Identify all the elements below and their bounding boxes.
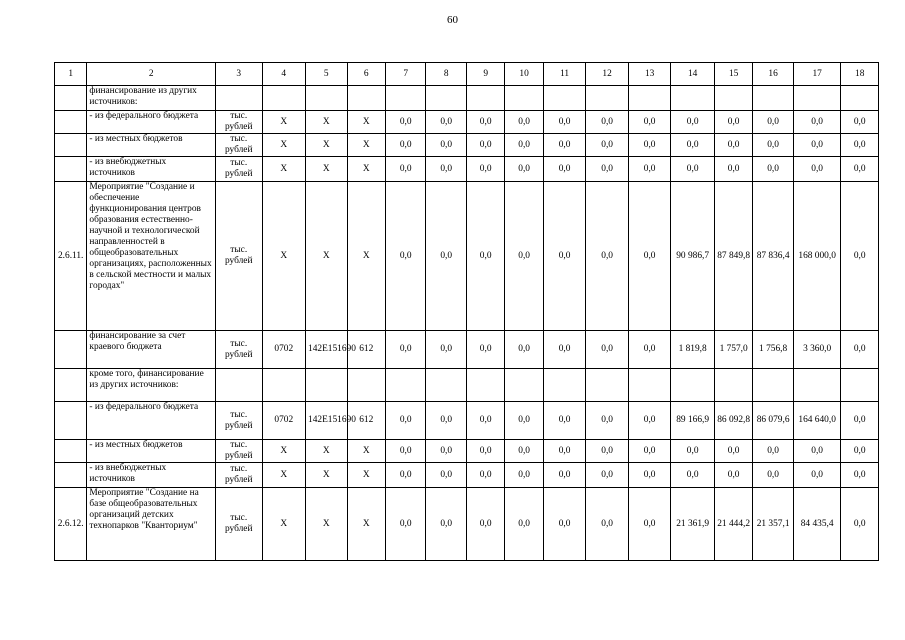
table-cell: 0,0 [841,440,879,463]
table-cell: 0,0 [466,440,504,463]
table-cell [505,369,543,402]
table-cell: Х [347,111,385,134]
table-cell: 0,0 [628,111,671,134]
column-header: 2 [87,63,216,86]
column-header: 8 [426,63,466,86]
table-cell: тыс. рублей [215,111,262,134]
table-cell: 86 092,8 [714,402,752,440]
table-cell: Х [306,111,348,134]
table-cell: тыс. рублей [215,463,262,488]
table-cell [55,369,87,402]
table-cell: 142Е151690 [306,402,348,440]
table-cell: 0,0 [505,134,543,157]
table-cell: 0,0 [586,111,629,134]
table-cell [215,369,262,402]
table-cell: тыс. рублей [215,488,262,561]
table-cell: Х [262,488,306,561]
table-cell: 0,0 [505,111,543,134]
table-cell [55,463,87,488]
table-cell: 0,0 [543,402,586,440]
table-cell: 0,0 [628,463,671,488]
table-cell [385,369,425,402]
page-number: 60 [447,14,458,26]
column-header: 13 [628,63,671,86]
table-cell: Х [347,134,385,157]
table-cell: 0,0 [426,331,466,369]
table-cell [426,369,466,402]
column-header: 5 [306,63,348,86]
table-cell: 0,0 [628,134,671,157]
table-cell: 0,0 [586,157,629,182]
table-cell: 612 [347,331,385,369]
table-cell: 1 756,8 [753,331,793,369]
table-body [55,86,879,561]
table-cell: 0,0 [753,157,793,182]
table-cell: Х [306,488,348,561]
table-cell: 0,0 [543,440,586,463]
table-cell: Х [347,440,385,463]
table-cell: 2.6.12. [55,488,87,561]
table-row [55,157,879,182]
table-cell: 0,0 [753,440,793,463]
table-cell: 0,0 [586,331,629,369]
row-description-cell: финансирование за счет краевого бюджета [87,331,216,369]
table-cell: 142Е151690 [306,331,348,369]
table-cell: 0,0 [586,134,629,157]
table-cell: 1 819,8 [671,331,715,369]
table-cell: 21 357,1 [753,488,793,561]
table-cell [586,369,629,402]
row-description-cell: - из внебюджетных источников [87,463,216,488]
table-cell: Х [347,157,385,182]
table-cell [841,369,879,402]
table-cell: 0,0 [385,157,425,182]
row-description-cell: - из федерального бюджета [87,111,216,134]
column-header: 7 [385,63,425,86]
table-cell: 0,0 [793,440,841,463]
table-cell: 0,0 [385,463,425,488]
table-row [55,86,879,111]
table-cell: 0,0 [671,157,715,182]
table-cell [55,111,87,134]
table-row [55,134,879,157]
table-cell [793,86,841,111]
table-cell: 89 166,9 [671,402,715,440]
table-cell: Х [347,463,385,488]
column-header: 9 [466,63,504,86]
row-description-cell: - из местных бюджетов [87,134,216,157]
table-cell: 0,0 [586,182,629,331]
table-row [55,402,879,440]
table-cell: 0,0 [793,134,841,157]
column-header: 15 [714,63,752,86]
table-cell [215,86,262,111]
table-cell [385,86,425,111]
table-cell: 0,0 [466,182,504,331]
budget-table [54,62,879,561]
table-cell: 0,0 [714,463,752,488]
table-cell: Х [306,182,348,331]
row-description-cell: - из внебюджетных источников [87,157,216,182]
table-cell: 90 986,7 [671,182,715,331]
table-cell [714,369,752,402]
table-cell [671,86,715,111]
table-row [55,331,879,369]
table-cell [586,86,629,111]
table-cell: 0,0 [543,111,586,134]
table-cell: 0,0 [385,182,425,331]
table-cell: 0,0 [505,488,543,561]
table-cell: 87 836,4 [753,182,793,331]
table-cell [466,86,504,111]
table-cell [753,369,793,402]
table-cell: 0,0 [841,182,879,331]
table-cell: 0,0 [543,331,586,369]
table-cell: Х [262,463,306,488]
column-header: 3 [215,63,262,86]
table-cell [55,134,87,157]
table-cell [262,86,306,111]
table-cell: 1 757,0 [714,331,752,369]
table-cell: 0,0 [426,111,466,134]
table-row [55,463,879,488]
table-cell [841,86,879,111]
table-cell: Х [347,182,385,331]
table-cell: 0,0 [385,331,425,369]
table-cell: 21 361,9 [671,488,715,561]
row-description-cell: финансирование из других источников: [87,86,216,111]
table-cell: 0,0 [628,157,671,182]
table-cell [55,157,87,182]
row-description-cell: Мероприятие "Создание и обеспечение функционирования центров образования естественно-научной и технологической направленностей в общеобразовательных организациях, расположенных в сельской местности и малых городах" [87,182,216,331]
table-cell: 0,0 [841,402,879,440]
table-cell: 612 [347,402,385,440]
row-description-cell: - из федерального бюджета [87,402,216,440]
table-cell: тыс. рублей [215,182,262,331]
table-cell: 0,0 [841,157,879,182]
table-cell: 0,0 [714,111,752,134]
table-cell: 0702 [262,331,306,369]
table-cell [671,369,715,402]
table-cell: 0,0 [586,463,629,488]
table-cell: тыс. рублей [215,157,262,182]
table-row [55,488,879,561]
table-cell: 0,0 [628,440,671,463]
column-header: 14 [671,63,715,86]
table-cell: 0,0 [385,111,425,134]
table-cell: 0,0 [426,440,466,463]
table-cell: 0,0 [543,157,586,182]
table-row [55,369,879,402]
table-cell: 0,0 [753,134,793,157]
table-cell: 0,0 [671,134,715,157]
table-cell: 0,0 [841,111,879,134]
column-header: 16 [753,63,793,86]
table-cell: 0,0 [543,463,586,488]
table-cell [628,86,671,111]
table-cell: 0,0 [628,488,671,561]
table-cell: 0,0 [466,111,504,134]
table-cell: 0,0 [426,463,466,488]
column-header: 18 [841,63,879,86]
table-cell: 84 435,4 [793,488,841,561]
header-row [55,63,879,86]
table-cell: 0,0 [426,157,466,182]
table-cell: 0,0 [841,134,879,157]
table-cell [306,369,348,402]
table-cell: тыс. рублей [215,331,262,369]
table-cell: 0,0 [505,331,543,369]
table-cell: 0,0 [466,402,504,440]
table-cell: 0,0 [505,440,543,463]
table-cell [347,86,385,111]
table-cell: 0,0 [426,488,466,561]
table-cell [347,369,385,402]
table-cell: 0,0 [426,182,466,331]
table-cell: 0,0 [385,488,425,561]
table-cell: 0,0 [753,111,793,134]
table-cell: 0,0 [671,463,715,488]
table-cell: 0,0 [841,463,879,488]
table-cell: 0,0 [466,463,504,488]
table-cell: 0,0 [543,182,586,331]
column-header: 6 [347,63,385,86]
table-cell [55,86,87,111]
table-cell: 3 360,0 [793,331,841,369]
table-cell: 0,0 [505,402,543,440]
table-cell: тыс. рублей [215,402,262,440]
table-cell: Х [306,440,348,463]
table-cell [628,369,671,402]
table-cell: Х [262,440,306,463]
column-header: 1 [55,63,87,86]
table-cell: 86 079,6 [753,402,793,440]
table-cell: 0,0 [385,402,425,440]
table-cell: 0,0 [793,111,841,134]
table-cell: 0,0 [671,111,715,134]
table-cell: 0,0 [841,488,879,561]
table-cell: 0,0 [505,182,543,331]
table-cell: 21 444,2 [714,488,752,561]
table-cell [306,86,348,111]
table-cell: 0,0 [385,134,425,157]
table-cell: 0,0 [586,488,629,561]
table-cell: тыс. рублей [215,440,262,463]
table-cell: 0,0 [586,402,629,440]
table-cell: 2.6.11. [55,182,87,331]
table-cell: Х [306,463,348,488]
table-cell: 0,0 [543,488,586,561]
table-cell: 0,0 [793,157,841,182]
table-cell: 0,0 [793,463,841,488]
table-cell [426,86,466,111]
column-header: 12 [586,63,629,86]
table-cell: 0,0 [505,463,543,488]
table-cell: Х [262,111,306,134]
table-cell: 0,0 [426,134,466,157]
table-cell: Х [262,157,306,182]
table-cell: Х [262,182,306,331]
table-cell: 0,0 [466,331,504,369]
table-cell: 168 000,0 [793,182,841,331]
table-cell: 0,0 [628,182,671,331]
table-cell [55,440,87,463]
table-cell: Х [306,157,348,182]
table-cell: 0,0 [671,440,715,463]
table-cell: 0,0 [628,402,671,440]
row-description-cell: - из местных бюджетов [87,440,216,463]
table-cell: 0,0 [714,440,752,463]
table-cell [505,86,543,111]
table-cell: 164 640,0 [793,402,841,440]
table-row [55,440,879,463]
table-row [55,182,879,331]
column-header: 10 [505,63,543,86]
table-cell: 0,0 [385,440,425,463]
table-cell: 0,0 [466,488,504,561]
table-cell [793,369,841,402]
table-cell: 0,0 [505,157,543,182]
table-cell: 87 849,8 [714,182,752,331]
column-header: 11 [543,63,586,86]
table-cell: 0,0 [841,331,879,369]
table-cell [543,369,586,402]
table-cell: 0,0 [543,134,586,157]
row-description-cell: кроме того, финансирование из других источников: [87,369,216,402]
table-cell: 0,0 [586,440,629,463]
table-cell: 0,0 [426,402,466,440]
table-cell [55,331,87,369]
table-cell: 0702 [262,402,306,440]
table-cell [714,86,752,111]
table-cell: 0,0 [466,134,504,157]
table-cell: 0,0 [753,463,793,488]
table-cell: тыс. рублей [215,134,262,157]
column-header: 4 [262,63,306,86]
table-cell: 0,0 [714,157,752,182]
table-cell: Х [347,488,385,561]
table-cell [262,369,306,402]
row-description-cell: Мероприятие "Создание на базе общеобразовательных организаций детских технопарков "Кванториум" [87,488,216,561]
table-cell [753,86,793,111]
table-cell: 0,0 [466,157,504,182]
table-cell: 0,0 [714,134,752,157]
table-cell: 0,0 [628,331,671,369]
table-cell [55,402,87,440]
table-cell: Х [262,134,306,157]
table-row [55,111,879,134]
table-cell [466,369,504,402]
table-cell [543,86,586,111]
table-cell: Х [306,134,348,157]
column-header: 17 [793,63,841,86]
